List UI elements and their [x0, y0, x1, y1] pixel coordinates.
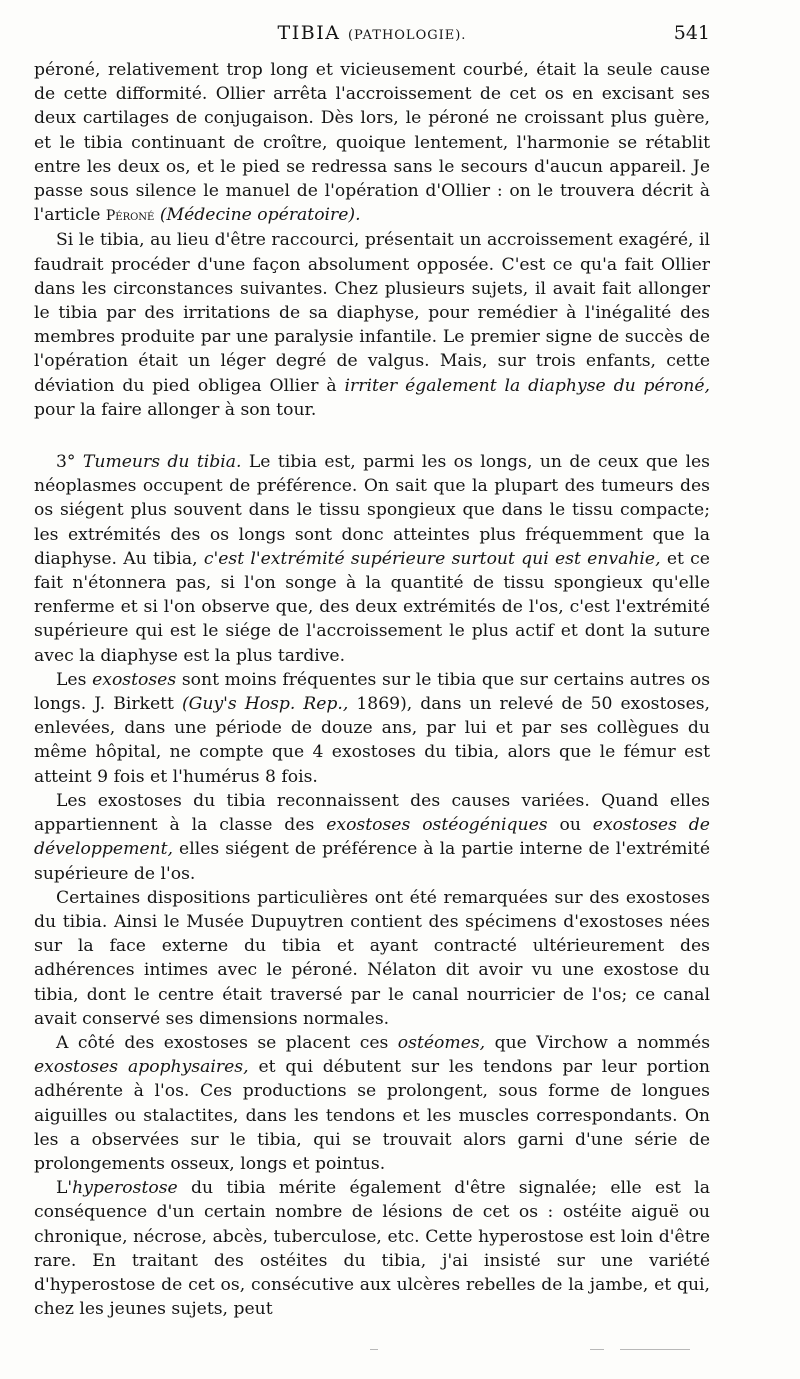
- body-text: [34, 58, 710, 1321]
- paragraph-7: A côté des exostoses se placent ces ostéomes, que Virchow a nommés exostoses apophysaires, et qui débutent sur les tendons par leur portion adhérente à l'os. Ces productions se prolongent, sous forme de longues aiguilles ou stalactites, dans les tendons et les muscles correspondants. On les a observées sur le tibia, qui se trouvait alors garni d'une série de prolongements osseux, longs et pointus.: [34, 1032, 711, 1174]
- paragraph-6: Certaines dispositions particulières ont été remarquées sur des exostoses du tibia. Ainsi le Musée Dupuytren contient des spécimens d'exostoses nées sur la face externe du tibia et ayant contracté ultérieurement des adhérences intimes avec le péroné. Nélaton dit avoir vu une exostose du tibia, dont le centre était traversé par le canal nourricier de l'os; ce canal avait conservé ses dimensions normales.: [34, 887, 710, 1029]
- page-number: 541: [673, 22, 710, 44]
- section-tumeurs: 3° Tumeurs du tibia. Le tibia est, parmi les os longs, un de ceux que les néoplasmes occupent de préférence. On sait que la plupart des tumeurs des os siégent plus souvent dans le tissu spongieux que dans le tissu compacte; les extrémités des os longs sont donc atteintes plus fréquemment que la diaphyse. Au tibia, c'est l'extrémité supérieure surtout qui est envahie, et ce fait n'étonnera pas, si l'on songe à la quantité de tissu spongieux qu'elle renferme et si l'on observe que, des deux extrémités de l'os, c'est l'extrémité supérieure qui est le siége de l'accroissement le plus actif et dont la suture avec la diaphyse est la plus tardive.: [34, 452, 710, 666]
- footer-scan-marks: [300, 1349, 700, 1355]
- scan-mark: [590, 1349, 604, 1350]
- section-heading: Tumeurs du tibia.: [82, 452, 242, 473]
- header-title-main: TIBIA: [277, 22, 341, 44]
- paragraph-5: Les exostoses du tibia reconnaissent des causes variées. Quand elles appartiennent à la classe des exostoses ostéogéniques ou exostoses de développement, elles siégent de préférence à la partie interne de l'extrémité supérieure de l'os.: [34, 790, 710, 884]
- header-title: [34, 22, 710, 44]
- header-title-sub: (PATHOLOGIE).: [347, 28, 467, 43]
- paragraph-8: L'hyperostose du tibia mérite également d'être signalée; elle est la conséquence d'un certain nombre de lésions de cet os : ostéite aiguë ou chronique, nécrose, abcès, tuberculose, etc. Cette hyperostose est loin d'être rare. En traitant des ostéites du tibia, j'ai insisté sur une variété d'hyperostose de cet os, consécutive aux ulcères rebelles de la jambe, et qui, chez les jeunes sujets, peut: [34, 1178, 710, 1320]
- scan-mark: [620, 1349, 690, 1350]
- scan-mark: [370, 1349, 378, 1350]
- paragraph-4: Les exostoses sont moins fréquentes sur le tibia que sur certains autres os longs. J. Birkett (Guy's Hosp. Rep., 1869), dans un relevé de 50 exostoses, enlevées, dans une période de douze ans, par lui et par ses collègues du même hôpital, ne compte que 4 exostoses du tibia, alors que le fémur est atteint 9 fois et l'humérus 8 fois.: [34, 669, 711, 787]
- section-number: 3°: [56, 452, 76, 473]
- running-header: [34, 22, 710, 52]
- paragraph-2: Si le tibia, au lieu d'être raccourci, présentait un accroissement exagéré, il faudrait procéder d'une façon absolument opposée. C'est ce qu'a fait Ollier dans les circonstances suivantes. Chez plusieurs sujets, il avait fait allonger le tibia par des irritations de sa diaphyse, pour remédier à l'inégalité des membres produite par une paralysie infantile. Le premier signe de succès de l'opération était un léger degré de valgus. Mais, sur trois enfants, cette déviation du pied obligea Ollier à irriter également la diaphyse du péroné, pour la faire allonger à son tour.: [34, 230, 710, 420]
- article-reference: Péroné: [105, 208, 155, 225]
- paragraph-1: péroné, relativement trop long et vicieusement courbé, était la seule cause de cette difformité. Ollier arrêta l'accroissement de cet os en excisant ses deux cartilages de conjugaison. Dès lors, le péroné ne croissant plus guère, et le tibia continuant de croître, quoique lentement, l'harmonie se rétablit entre les deux os, et le pied se redressa sans le secours d'aucun appareil. Je passe sous silence le manuel de l'opération d'Ollier : on le trouvera décrit à l'article Péroné (Médecine opératoire).: [34, 60, 710, 226]
